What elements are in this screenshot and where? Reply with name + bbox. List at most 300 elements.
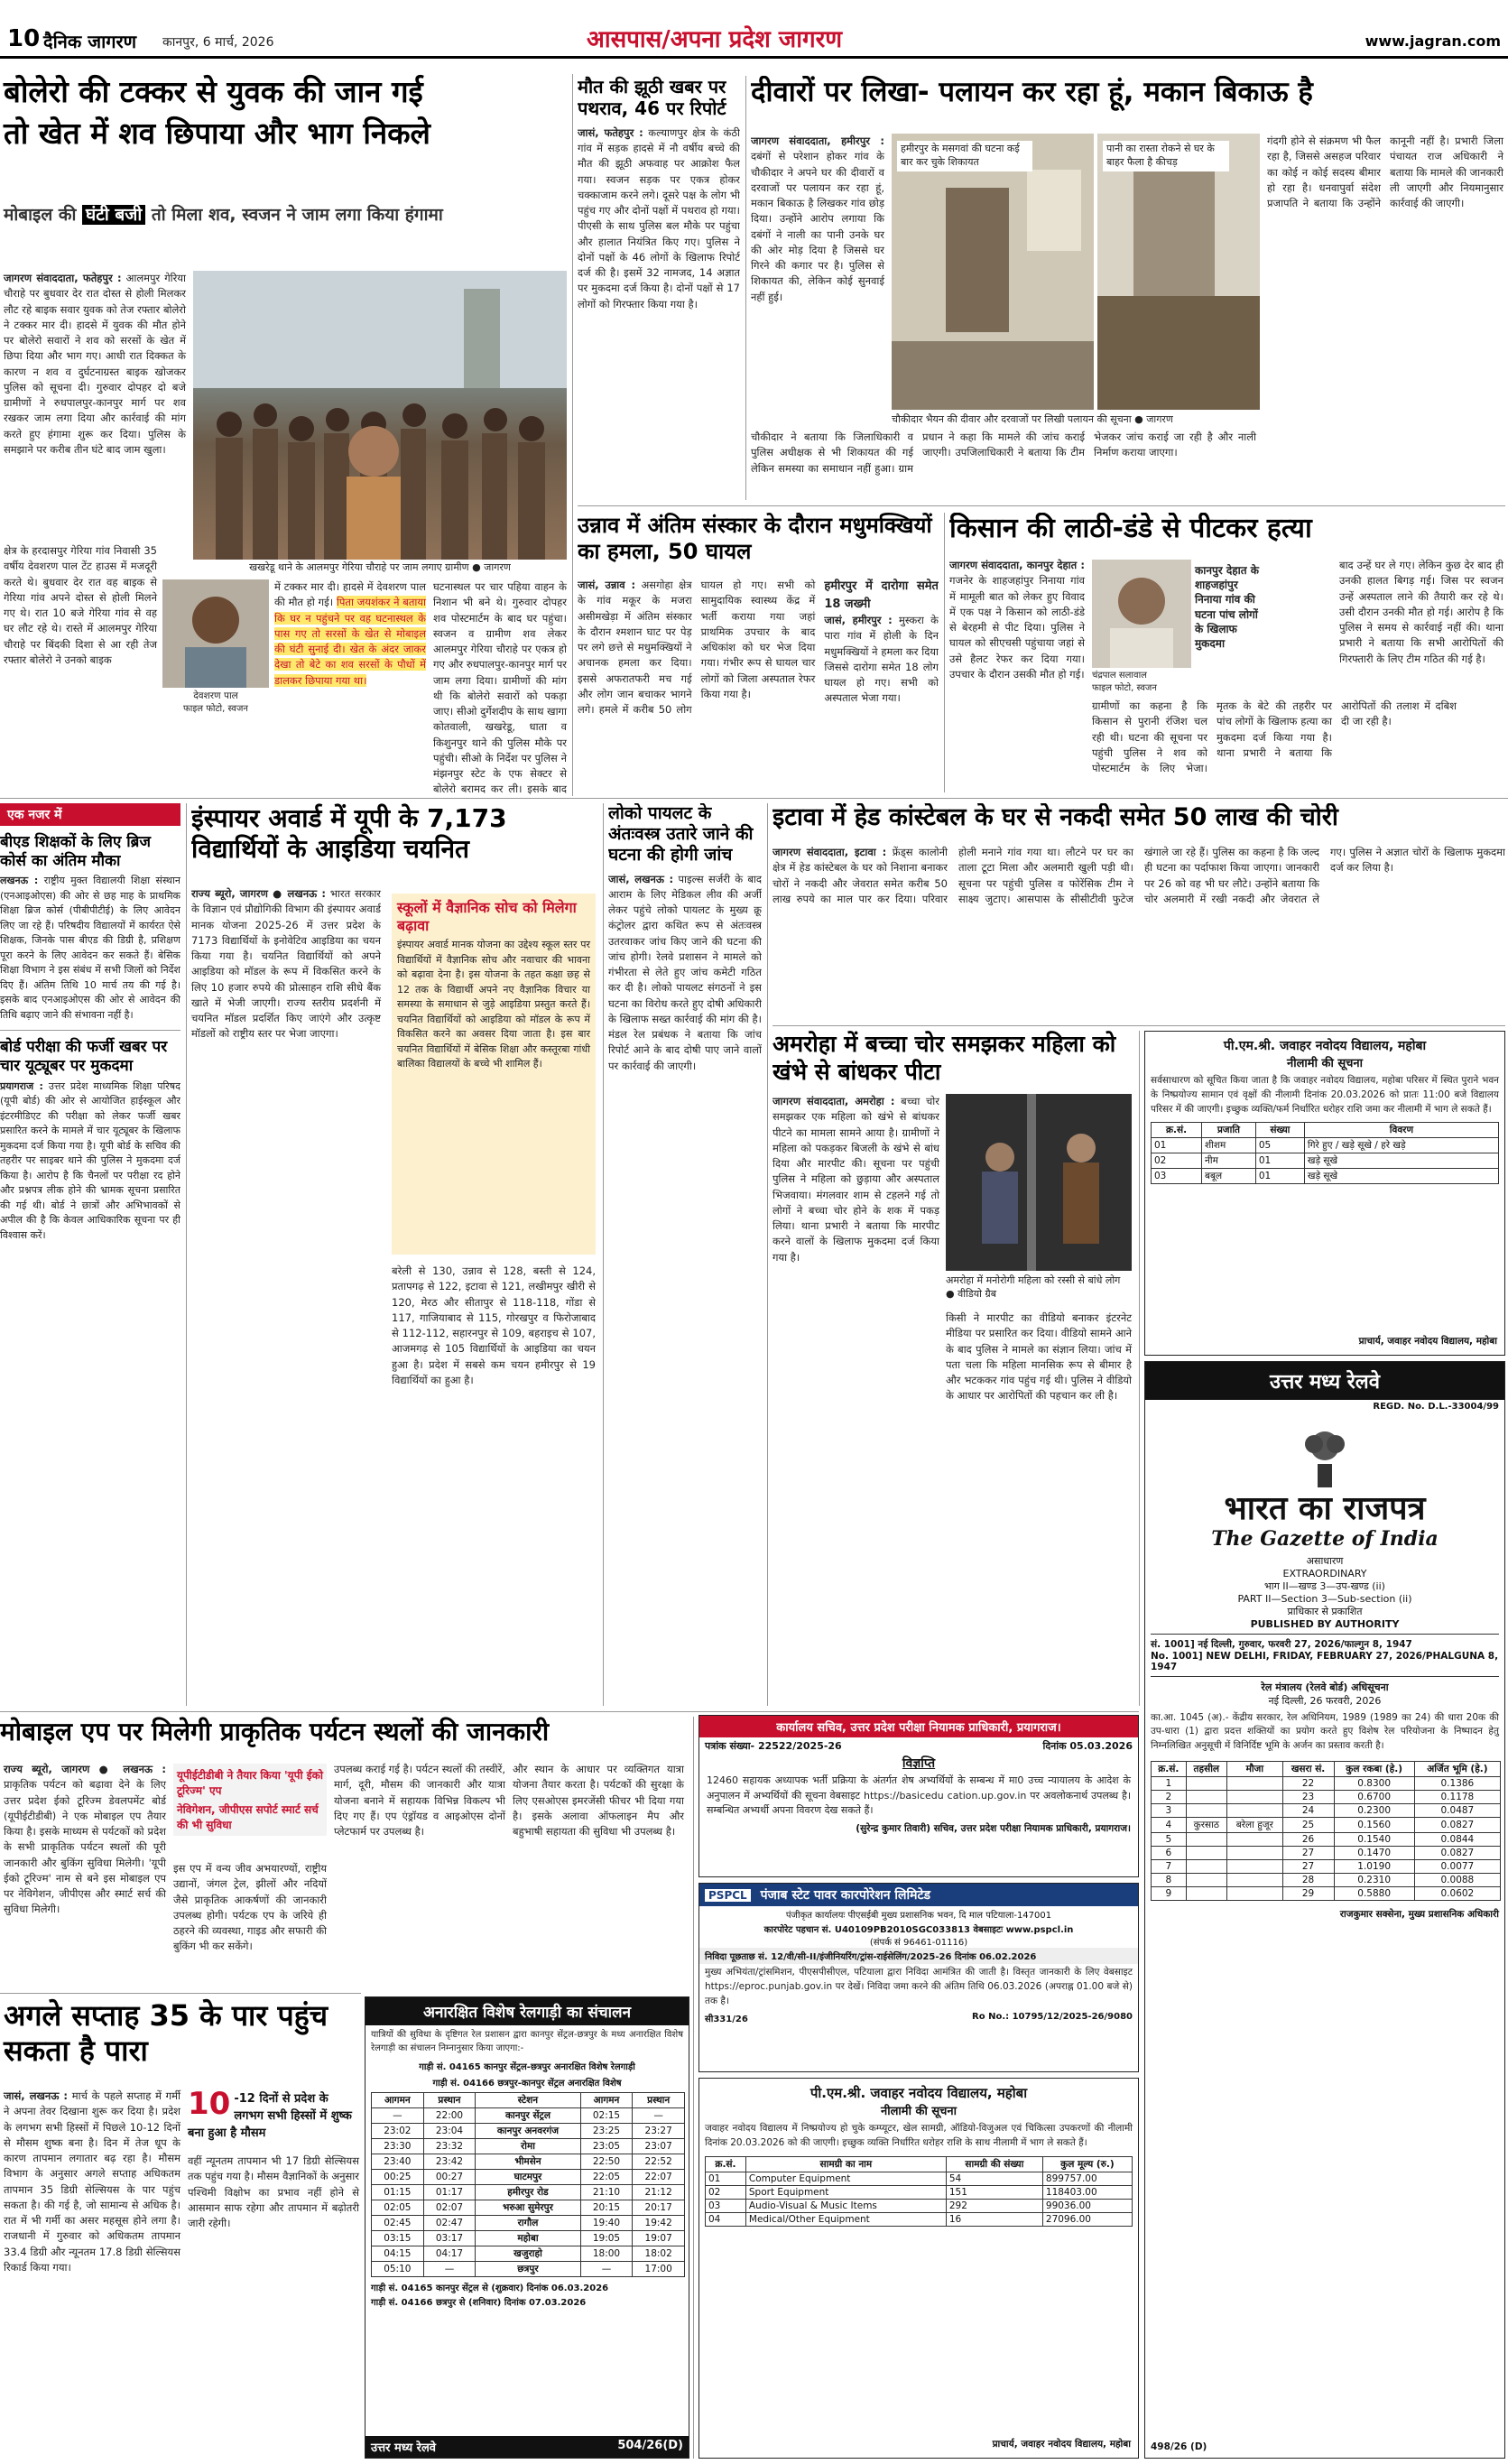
navodaya1-title: पी.एम.श्री. जवाहर नवोदय विद्यालय, महोबा bbox=[1223, 1039, 1427, 1053]
weather-body-2: वहीं न्यूनतम तापमान भी 17 डिग्री सेल्सियस तक पहुंच गया है। मौसम वैज्ञानिकों के अनुसार पश्चिमी विक्षोभ का प्रभाव नहीं होने से आसमान साफ रहेगा और तापमान में बढ़ोतरी जारी रहेगी। bbox=[188, 2154, 359, 2229]
migration-caption-1: हमीरपुर के मसगवां की घटना कई बार कर चुके शिकायत bbox=[897, 141, 1032, 171]
table-cell bbox=[1186, 1873, 1226, 1886]
bees-story bbox=[578, 513, 939, 792]
table-row bbox=[1152, 1846, 1501, 1859]
amroha-col-1 bbox=[773, 1094, 939, 1690]
page-number: 10 bbox=[7, 25, 41, 52]
gazette-issue: सं. 1001] नई दिल्ली, गुरुवार, फरवरी 27, 2026/फाल्गुन 8, 1947 bbox=[1151, 1638, 1412, 1650]
inspire-headline: इंस्पायर अवार्ड में यूपी के 7,173 विद्यार्थियों के आइडिया चयनित bbox=[191, 803, 507, 865]
etawah-dateline: जागरण संवाददाता, इटावा : bbox=[773, 846, 887, 858]
time-cell: — bbox=[423, 2262, 476, 2277]
table-row bbox=[1152, 1776, 1501, 1790]
migration-body-3: गंदगी होने से संक्रमण भी फैल रहा है, जिससे असहज परिवार का कोई न कोई सदस्य बीमार हो रहा है। धनवापुर्वा संदेश प्रजापति ने बताया कि उन्होंने कानूनी नहीं है। प्रभारी जिला पंचायत राज अधिकारी ने बताया कि मामले की जानकारी ली जाएगी और नियमानुसार कार्रवाई की जाएगी। bbox=[1267, 134, 1503, 209]
railway-note-2: गाड़ी सं. 04166 छत्रपुर से (शनिवार) दिनांक 07.03.2026 bbox=[371, 2298, 587, 2308]
table-cell: 27 bbox=[1282, 1846, 1334, 1859]
navodaya1-th: प्रजाति bbox=[1202, 1123, 1256, 1138]
table-row bbox=[706, 2199, 1133, 2212]
gazette-th: अर्जित भूमि (हे.) bbox=[1414, 1761, 1500, 1776]
emblem-icon bbox=[1298, 1419, 1352, 1491]
tourism-col-2 bbox=[173, 1861, 327, 1987]
time-cell: 22:00 bbox=[423, 2108, 476, 2124]
railway-subtitle: अनारक्षित विशेष रेलगाड़ी का संचालन bbox=[365, 1997, 689, 2025]
time-cell: 23:25 bbox=[580, 2124, 633, 2139]
railway-train-2: गाड़ी सं. 04166 छत्रपुर-कानपुर सेंट्रल अनारक्षित विशेष bbox=[432, 2079, 622, 2089]
amroha-col-2 bbox=[946, 1311, 1132, 1690]
gazette-authority-en: PUBLISHED BY AUTHORITY bbox=[1250, 1617, 1400, 1630]
time-cell: 02:05 bbox=[372, 2200, 424, 2216]
table-cell: 54 bbox=[946, 2172, 1042, 2185]
gazette-th: खसरा सं. bbox=[1282, 1761, 1334, 1776]
weather-story bbox=[0, 1998, 361, 2459]
tourism-body-2: इस एप में वन्य जीव अभयारण्यों, राष्ट्रीय उद्यानों, जंगल ट्रेल, झीलों और नदियों जैसे प्राकृतिक आकर्षणों की जानकारी उपलब्ध होगी। पर्यटक एप के जरिये ही ठहरने की व्यवस्था, गाइड और सफारी की बुकिंग भी कर सकेंगे। bbox=[173, 1862, 327, 1953]
sidebar-item1-headline: बीएड शिक्षकों के लिए ब्रिज कोर्स का अंतिम मौका bbox=[0, 833, 152, 870]
table-cell: 151 bbox=[946, 2185, 1042, 2199]
sidebar-item2-headline: बोर्ड परीक्षा की फर्जी खबर पर चार यूट्यूबर पर मुकदमा bbox=[0, 1038, 168, 1076]
exam-authority-ad bbox=[698, 1715, 1139, 1877]
table-cell bbox=[1186, 1886, 1226, 1900]
navodaya1-table bbox=[1151, 1122, 1499, 1184]
time-cell: 02:07 bbox=[423, 2200, 476, 2216]
time-cell: 20:17 bbox=[633, 2200, 685, 2216]
table-cell: 0.1178 bbox=[1414, 1790, 1500, 1803]
table-row bbox=[706, 2185, 1133, 2199]
table-cell: 01 bbox=[1152, 1138, 1202, 1153]
table-cell: 7 bbox=[1152, 1859, 1187, 1873]
exam-title: विज्ञप्ति bbox=[902, 1756, 936, 1771]
table-cell: 6 bbox=[1152, 1846, 1187, 1859]
table-cell: 16 bbox=[946, 2212, 1042, 2226]
exam-date: दिनांक 05.03.2026 bbox=[1042, 1740, 1133, 1752]
tourism-col-3 bbox=[334, 1762, 505, 1987]
time-cell: 05:10 bbox=[372, 2262, 424, 2277]
tourism-body-3: उपलब्ध कराई गई है। पर्यटन स्थलों की तस्वीरें, मार्ग, दूरी, मौसम की जानकारी और यात्रा योजना बनाने में सहायक विभिन्न विकल्प भी दिए गए हैं। एप एंड्रॉयड व आइओएस दोनों प्लेटफार्म पर उपलब्ध है। bbox=[334, 1763, 505, 1838]
table-cell: 0.1470 bbox=[1334, 1846, 1414, 1859]
time-cell: 03:17 bbox=[423, 2231, 476, 2246]
bees-text: असगोहा क्षेत्र के गांव मकूर के मजरा असीमखेड़ा में अंतिम संस्कार के दौरान श्मशान घाट पर पेड़ पर लगे छत्ते से मधुमक्खियों ने अचानक हमला कर दिया। इससे अफरातफरी मच गई और लोग जान बचाकर भागने लगे। हमले में करीब 50 लोग घायल हो गए। सभी को सामुदायिक स्वास्थ्य केंद्र में भर्ती कराया गया जहां प्राथमिक उपचार के बाद अधिकांश को घर भेज दिया गया। गंभीर रूप से घायल चार लोगों को जिला अस्पताल रेफर किया गया है। bbox=[578, 579, 816, 716]
tourism-story bbox=[0, 1717, 686, 1987]
time-cell: 23:40 bbox=[372, 2154, 424, 2170]
table-cell: 4 bbox=[1152, 1817, 1187, 1832]
table-cell: 26 bbox=[1282, 1832, 1334, 1846]
table-cell: 5 bbox=[1152, 1832, 1187, 1846]
etawah-cols bbox=[773, 845, 1505, 1016]
table-cell: 01 bbox=[706, 2172, 746, 2185]
table-cell: 01 bbox=[1255, 1153, 1304, 1169]
table-cell: 0.0827 bbox=[1414, 1846, 1500, 1859]
table-row bbox=[706, 2172, 1133, 2185]
lead-col-1 bbox=[4, 271, 186, 542]
tourism-body-1: प्राकृतिक पर्यटन को बढ़ावा देने के लिए उत्तर प्रदेश ईको टूरिज्म डेवलपमेंट बोर्ड (यूपीईटीडीबी) ने एक मोबाइल एप तैयार किया है। इसके माध्यम से पर्यटकों को प्रदेश के सभी प्राकृतिक पर्यटन स्थलों की पूरी जानकारी और बुकिंग सुविधा मिलेगी। 'यूपी ईको टूरिज्म' नाम से बने इस मोबाइल एप पर नेविगेशन, जीपीएस और स्मार्ट सर्च की सुविधा मिलेगी। bbox=[4, 1778, 166, 1916]
time-cell: — bbox=[372, 2108, 424, 2124]
pspcl-header bbox=[699, 1884, 1138, 1906]
time-cell: 01:17 bbox=[423, 2185, 476, 2200]
migration-body-2: चौकीदार ने बताया कि जिलाधिकारी व पुलिस अधीक्षक से भी शिकायत की गई लेकिन समस्या का समाधान नहीं हुआ। ग्राम प्रधान ने कहा कि मामले की जांच कराई जाएगी। उपजिलाधिकारी ने बताया कि टीम भेजकर जांच कराई जा रही है और नाली निर्माण कराया जाएगा। bbox=[751, 431, 1256, 475]
lead-body-3: में टक्कर मार दी। हादसे में देवशरण पाल की मौत हो गई। bbox=[274, 580, 426, 609]
inspire-story bbox=[191, 803, 597, 1706]
bees-dateline: जासं, उन्नाव : bbox=[578, 579, 636, 591]
lead-inset-photo bbox=[162, 579, 269, 688]
lead-highlight: पिता जयशंकर ने बताया कि घर न पहुंचने पर वह घटनास्थल के पास गए तो सरसों के खेत से मोबाइल की घंटी सुनाई दी। खेत के अंदर जाकर देखा तो बेटे का शव सरसों के पौधों में डालकर छिपाया गया था। bbox=[274, 596, 426, 687]
table-row bbox=[1152, 1832, 1501, 1846]
table-cell: 27 bbox=[1282, 1859, 1334, 1873]
video-grab-graphic bbox=[946, 1094, 1132, 1271]
table-row bbox=[1152, 1790, 1501, 1803]
table-cell: बबूल bbox=[1202, 1169, 1256, 1184]
farmer-inset-photo bbox=[1092, 560, 1191, 668]
section-title-text: आसपास/अपना प्रदेश bbox=[587, 26, 771, 53]
table-cell: 0.6700 bbox=[1334, 1790, 1414, 1803]
time-cell: 02:45 bbox=[372, 2216, 424, 2231]
lead-inset-name: देवशरण पाल bbox=[193, 690, 238, 701]
amroha-photo-caption: अमरोहा में मनोरोगी महिला को रस्सी से बांधे लोग ● वीडियो ग्रैब bbox=[946, 1274, 1121, 1300]
station-name: हमीरपुर रोड bbox=[476, 2185, 580, 2200]
farmer-portrait-graphic bbox=[1092, 560, 1191, 668]
farmer-body-2: ग्रामीणों का कहना है कि किसान से पुरानी रंजिश चल रही थी। घटना की सूचना पर पहुंची पुलिस ने शव को पोस्टमार्टम के लिए भेजा। मृतक के बेटे की तहरीर पर पांच लोगों के खिलाफ हत्या का मुकदमा दर्ज किया गया है। थाना प्रभारी ने बताया कि आरोपितों की तलाश में दबिश दी जा रही है। bbox=[1092, 699, 1457, 774]
tourism-bullets bbox=[173, 1764, 327, 1836]
sidebar-item1-body bbox=[0, 874, 180, 1023]
sidebar-item1-dateline: लखनऊ : bbox=[0, 875, 39, 887]
time-cell: 21:10 bbox=[580, 2185, 633, 2200]
table-cell bbox=[1227, 1846, 1283, 1859]
amroha-headline: अमरोहा में बच्चा चोर समझकर महिला को खंभे से बांधकर पीटा bbox=[773, 1031, 1116, 1085]
station-name: महोबा bbox=[476, 2231, 580, 2246]
station-name: भरुआ सुमेरपुर bbox=[476, 2200, 580, 2216]
sidebar-item1-text: राष्ट्रीय मुक्त विद्यालयी शिक्षा संस्थान (एनआइओएस) की ओर से छह माह के प्राथमिक शिक्षा ब्रिज कोर्स (पीबीपीटीई) के लिए आवेदन लिए जा रहे हैं। परिषदीय विद्यालयों में कार्यरत ऐसे शिक्षक, जिनके पास बीएड की डिग्री है, प्रशिक्षण पूरा करने के लिए आवेदन कर सकते हैं। बेसिक शिक्षा विभाग ने इस संबंध में सभी जिलों को निर्देश दिए हैं। अंतिम तिथि 10 मार्च तय की गई है। इसके बाद एनआइओएस की ओर से आवेदन की तिथि बढ़ाए जाने की संभावना नहीं है। bbox=[0, 875, 180, 1021]
exam-body: 12460 सहायक अध्यापक भर्ती प्रक्रिया के अंतर्गत शेष अभ्यर्थियों के सम्बन्ध में मा0 उच्च न्यायालय के आदेश के अनुपालन में अभ्यर्थियों की सूचना वेबसाइट https://basicedu cation.up.gov.in पर अवलोकनार्थ उपलब्ध है। सम्बन्धित अभ्यर्थी अपना विवरण देख सकते हैं। bbox=[707, 1774, 1131, 1816]
navodaya1-th: संख्या bbox=[1255, 1123, 1304, 1138]
table-cell: 0.0487 bbox=[1414, 1803, 1500, 1817]
navodaya-auction-ad-2 bbox=[698, 2078, 1139, 2459]
timetable-row bbox=[372, 2200, 685, 2216]
amroha-body-3: मंगलवार शाम से टहलने गई तो लोगों ने बच्चा चोर होने के शक में पकड़ लिया। थाना प्रभारी ने बताया कि मारपीट करने वालों के खिलाफ मुकदमा दर्ज किया गया है। bbox=[773, 1188, 940, 1264]
pspcl-logo-icon: PSPCL bbox=[705, 1889, 751, 1902]
railway-note-1: गाड़ी सं. 04165 कानपुर सेंट्रल से (शुक्रवार) दिनांक 06.03.2026 bbox=[371, 2283, 609, 2293]
navodaya1-sign: प्राचार्य, जवाहर नवोदय विद्यालय, महोबा bbox=[1358, 1336, 1497, 1347]
farmer-story bbox=[949, 513, 1505, 792]
navodaya2-subtitle: नीलामी की सूचना bbox=[881, 2105, 957, 2118]
pspcl-tel: (संपर्क सं 96461-01116) bbox=[869, 1938, 968, 1948]
weather-col-1 bbox=[4, 2089, 180, 2450]
time-cell: 22:05 bbox=[580, 2170, 633, 2185]
amroha-body-2: किसी ने मारपीट का वीडियो बनाकर इंटरनेट मीडिया पर प्रसारित कर दिया। वीडियो सामने आने के बाद पुलिस ने मामले का संज्ञान लिया। जांच में पता चला कि महिला मानसिक रूप से बीमार है और भटककर गांव पहुंच गई थी। पुलिस ने वीडियो के आधार पर आरोपितों की पहचान कर ली है। bbox=[946, 1311, 1132, 1403]
timetable-row bbox=[372, 2108, 685, 2124]
table-cell bbox=[1186, 1846, 1226, 1859]
table-cell: कुरसाठ bbox=[1186, 1817, 1226, 1832]
lead-col-1b bbox=[4, 543, 157, 796]
railway-timetable bbox=[371, 2092, 685, 2277]
timetable-row bbox=[372, 2185, 685, 2200]
timetable-row bbox=[372, 2170, 685, 2185]
loco-headline: लोको पायलट के अंतःवस्त्र उतारे जाने की घटना की होगी जांच bbox=[608, 803, 754, 866]
table-cell: 0.0088 bbox=[1414, 1873, 1500, 1886]
table-cell: खड़े सूखे bbox=[1304, 1169, 1498, 1184]
table-cell bbox=[1227, 1790, 1283, 1803]
table-cell: 25 bbox=[1282, 1817, 1334, 1832]
lead-sub-highlight: घंटी बजी bbox=[82, 205, 145, 225]
time-cell: 02:47 bbox=[423, 2216, 476, 2231]
death-body bbox=[578, 125, 740, 486]
tourism-dateline: राज्य ब्यूरो, जागरण ● लखनऊ : bbox=[4, 1763, 166, 1775]
station-name: घाटमपुर bbox=[476, 2170, 580, 2185]
navodaya2-sign: प्राचार्य, जवाहर नवोदय विद्यालय, महोबा bbox=[992, 2439, 1131, 2450]
gazette-body: का.आ. 1045 (अ).- केंद्रीय सरकार, रेल अधिनियम, 1989 (1989 का 24) की धारा 20क की उप-धारा (1) द्वारा प्रदत्त शक्तियों का प्रयोग करते हुए विशेष रेल परियोजना के निष्पादन हेतु निम्नलिखित अनुसूची में विनिर्दिष्ट भूमि के अर्जन का प्रस्ताव करती है। bbox=[1151, 1711, 1499, 1752]
exam-ref: पत्रांक संख्या- 22522/2025-26 bbox=[705, 1740, 842, 1752]
amroha-photo bbox=[946, 1094, 1132, 1271]
migration-photo-2 bbox=[1097, 134, 1260, 410]
time-cell: 23:42 bbox=[423, 2154, 476, 2170]
loco-dateline: जासं, लखनऊ : bbox=[608, 872, 674, 885]
gazette-sign: राजकुमार सक्सेना, मुख्य प्रशासनिक अधिकारी bbox=[1339, 1908, 1499, 1920]
time-cell: 19:40 bbox=[580, 2216, 633, 2231]
station-name: कानपुर अनवरगंज bbox=[476, 2124, 580, 2139]
inspire-box-title: स्कूलों में वैज्ञानिक सोच को मिलेगा बढ़ावा bbox=[397, 899, 577, 934]
table-cell: 8 bbox=[1152, 1873, 1187, 1886]
table-cell: Audio-Visual & Music Items bbox=[745, 2199, 946, 2212]
navodaya1-body: सर्वसाधारण को सूचित किया जाता है कि जवाहर नवोदय विद्यालय, महोबा परिसर में स्थित पुराने भवन के निष्प्रयोज्य सामान एवं वृक्षों की नीलामी दिनांक 20.03.2026 को प्रातः 11:00 बजे विद्यालय परिसर में की जाएगी। इच्छुक व्यक्ति/फर्म निर्धारित धरोहर राशि जमा कर नीलामी में भाग ले सकते हैं। bbox=[1151, 1075, 1499, 1115]
navodaya2-th: सामग्री का नाम bbox=[745, 2156, 946, 2172]
time-cell: 18:00 bbox=[580, 2246, 633, 2262]
table-cell: Sport Equipment bbox=[745, 2185, 946, 2199]
gazette-th: मौजा bbox=[1227, 1761, 1283, 1776]
table-cell: बरेला हुजूर bbox=[1227, 1817, 1283, 1832]
table-cell: 118403.00 bbox=[1042, 2185, 1132, 2199]
railway-footer bbox=[365, 2436, 689, 2458]
railway-footer-title: उत्तर मध्य रेलवे bbox=[371, 2441, 437, 2455]
section-brand: जागरण bbox=[778, 26, 843, 53]
time-cell: 19:42 bbox=[633, 2216, 685, 2231]
weather-col-2 bbox=[188, 2154, 359, 2451]
gazette-authority-hi: प्राधिकार से प्रकाशित bbox=[1287, 1605, 1363, 1617]
table-cell: 0.1386 bbox=[1414, 1776, 1500, 1790]
death-rumor-story bbox=[578, 76, 740, 500]
wall-photo-graphic bbox=[892, 134, 1094, 410]
table-cell: 03 bbox=[1152, 1169, 1202, 1184]
table-cell: 0.5880 bbox=[1334, 1886, 1414, 1900]
station-name: भीमसेन bbox=[476, 2154, 580, 2170]
bees-sub-dateline: जासं, हमीरपुर : bbox=[824, 614, 893, 626]
time-cell: 17:00 bbox=[633, 2262, 685, 2277]
farmer-inset-credit: फाइल फोटो, स्वजन bbox=[1092, 683, 1157, 693]
navodaya2-table bbox=[705, 2156, 1133, 2227]
station-name: रागौल bbox=[476, 2216, 580, 2231]
weather-body-3: की गई है, जो सामान्य से अधिक है। रात में भी गर्मी का असर महसूस होने लगा है। राजधानी में गुरुवार को अधिकतम तापमान 33.4 डिग्री और न्यूनतम 17.8 डिग्री सेल्सियस रिकार्ड किया गया। bbox=[4, 2198, 181, 2274]
railway-special-train-ad bbox=[365, 1996, 689, 2459]
lead-sub-2: तो मिला शव, स्वजन ने जाम लगा किया हंगामा bbox=[151, 205, 443, 225]
bees-sub-text: मुस्करा के पारा गांव में होली के दिन मधुमक्खियों ने हमला कर दिया जिससे दारोगा समेत 18 लोग घायल हो गए। सभी को अस्पताल भेजा गया। bbox=[824, 614, 939, 705]
bees-sub-headline: हमीरपुर में दारोगा समेत 18 जख्मी bbox=[824, 579, 939, 611]
table-cell: 0.0844 bbox=[1414, 1832, 1500, 1846]
table-cell: 28 bbox=[1282, 1873, 1334, 1886]
table-cell: 2 bbox=[1152, 1790, 1187, 1803]
farmer-body-3: बाद उन्हें घर ले गए। लेकिन कुछ देर बाद ही उनकी हालत बिगड़ गई। जिस पर स्वजन उन्हें अस्पताल लाने की तैयारी कर रहे थे। उसी दौरान उनकी मौत हो गई। आरोप है कि पुलिस ने समय से कार्रवाई नहीं की। थाना प्रभारी ने बताया कि सभी आरोपितों की गिरफ्तारी के लिए टीम गठित की गई है। bbox=[1339, 559, 1503, 665]
farmer-dateline: जागरण संवाददाता, कानपुर देहात : bbox=[949, 559, 1085, 571]
table-cell: 1 bbox=[1152, 1776, 1187, 1790]
lead-body-2: क्षेत्र के हरदासपुर गेरिया गांव निवासी 35 वर्षीय देवशरण पाल टेंट हाउस में मजदूरी करते थे। बुधवार देर रात वह बाइक से गेरिया गांव अपने दोस्त से होली मिलने गए थे। रात 10 बजे गेरिया गांव से वह घर लौट रहे थे। रास्ते में आलमपुर गेरिया चौराहे पर बिंदकी दिशा से आ रही तेज रफ्तार बोलेरो ने उनको बाइक bbox=[4, 544, 157, 666]
time-cell: 00:27 bbox=[423, 2170, 476, 2185]
gazette-top-bar: उत्तर मध्य रेलवे bbox=[1145, 1362, 1504, 1400]
death-dateline: जासं, फतेहपुर : bbox=[578, 125, 643, 139]
table-cell: 0.8300 bbox=[1334, 1776, 1414, 1790]
timetable-row bbox=[372, 2154, 685, 2170]
table-cell: शीशम bbox=[1202, 1138, 1256, 1153]
migration-col-bottom bbox=[751, 401, 1256, 495]
weather-body-1: मार्च के पहले सप्ताह में गर्मी ने अपना तेवर दिखाना शुरू कर दिया है। प्रदेश के लगभग सभी हिस्सों में पिछले 10-12 दिनों से मौसम शुष्क बना है। दिन में तेज धूप के कारण तापमान लगातार बढ़ रहा है। मौसम विभाग के अनुसार अगले सप्ताह अधिकतम तापमान 35 डिग्री सेल्सियस के पार पहुंच सकता है। bbox=[4, 2089, 181, 2211]
tourism-col-4 bbox=[513, 1762, 684, 1987]
tourism-bullet-1: यूपीईटीडीबी ने तैयार किया 'यूपी ईको टूरिज्म' एप bbox=[177, 1769, 323, 1797]
etawah-body-1: फ्रेंड्स कालोनी क्षेत्र में हेड कांस्टेबल के घर को निशाना बनाकर चोरों ने नकदी और जेवरात समेत करीब 50 लाख रुपये का माल पार कर दिया। परिवार होली मनाने गांव गया था। लौटने पर घर का ताला टूटा मिला और अलमारी खुली पड़ी थी। bbox=[773, 846, 1133, 905]
loco-text: पाइल्स सर्जरी के बाद आराम के लिए मेडिकल लीव की अर्जी लेकर पहुंचे लोको पायलट के मुख्य क्रू कंट्रोलर द्वारा कथित रूप से अंतःवस्त्र उतरवाकर जांच किए जाने की घटना की जांच होगी। रेलवे प्रशासन ने मामले को गंभीरता से लेते हुए जांच कमेटी गठित कर दी है। लोको पायलट संगठनों ने इस घटना का विरोध करते हुए दोषी अधिकारी के खिलाफ सख्त कार्रवाई की मांग की है। मंडल रेल प्रबंधक ने बताया कि जांच रिपोर्ट आने के बाद दोषी पाए जाने वालों पर कार्रवाई की जाएगी। bbox=[608, 872, 762, 1072]
navodaya2-th: क्र.सं. bbox=[706, 2156, 746, 2172]
weather-dateline: जासं, लखनऊ : bbox=[4, 2089, 69, 2102]
table-cell: 01 bbox=[1255, 1169, 1304, 1184]
lead-headline-1: बोलेरो की टक्कर से युवक की जान गई bbox=[4, 74, 423, 109]
timetable-row bbox=[372, 2124, 685, 2139]
time-cell: 22:52 bbox=[633, 2154, 685, 2170]
pspcl-ref-1: सी331/26 bbox=[705, 2015, 748, 2025]
gazette-table bbox=[1151, 1761, 1501, 1901]
gazette-extra-hi: असाधारण bbox=[1306, 1554, 1344, 1567]
table-cell: खड़े सूखे bbox=[1304, 1153, 1498, 1169]
table-cell: गिरे हुए / खड़े सूखे / हरे खड़े bbox=[1304, 1138, 1498, 1153]
migration-body-1: दबंगों से परेशान होकर गांव के चौकीदार ने अपने घर की दीवारों व दरवाजों पर पलायन कर रहा हूं, मकान बिकाऊ है लिखकर गांव छोड़ दिया। उन्होंने आरोप लगाया कि दबंगों ने नाली का पानी उनके घर की ओर मोड़ दिया है जिससे घर गिरने की कगार पर है। पुलिस से शिकायत की, लेकिन कोई सुनवाई नहीं हुई। bbox=[751, 150, 884, 303]
table-cell bbox=[1227, 1803, 1283, 1817]
time-cell: 23:27 bbox=[633, 2124, 685, 2139]
table-cell: 99036.00 bbox=[1042, 2199, 1132, 2212]
table-cell bbox=[1227, 1832, 1283, 1846]
table-cell: 3 bbox=[1152, 1803, 1187, 1817]
pspcl-ref-2: Ro No.: 10795/12/2025-26/9080 bbox=[972, 2012, 1133, 2023]
tourism-body-4: और स्थान के आधार पर व्यक्तिगत यात्रा योजना तैयार करता है। पर्यटकों की सुरक्षा के लिए एसओएस इमरजेंसी फीचर भी दिया गया है। इसके अलावा ऑफलाइन मैप और बहुभाषी सहायता की सुविधा भी उपलब्ध है। bbox=[513, 1763, 684, 1838]
inspire-box-body: इंस्पायर अवार्ड मानक योजना का उद्देश्य स्कूल स्तर पर विद्यार्थियों में वैज्ञानिक सोच और नवाचार की भावना को बढ़ावा देना है। इस योजना के तहत कक्षा छह से 12 तक के विद्यार्थी अपने नए वैज्ञानिक विचार या समस्या के समाधान से जुड़े आइडिया प्रस्तुत करते हैं। चयनित विद्यार्थियों को आइडिया को मॉडल के रूप में विकसित करने का अवसर दिया जाता है। इस बार चयनित विद्यार्थियों में बेसिक शिक्षा और कस्तूरबा गांधी बालिका विद्यालयों के बच्चे भी शामिल हैं। bbox=[397, 939, 590, 1070]
etawah-headline: इटावा में हेड कांस्टेबल के घर से नकदी समेत 50 लाख की चोरी bbox=[773, 803, 1338, 831]
timetable-row bbox=[372, 2262, 685, 2277]
table-cell: 05 bbox=[1255, 1138, 1304, 1153]
exam-office: कार्यालय सचिव, उत्तर प्रदेश परीक्षा नियामक प्राधिकारी, प्रयागराज। bbox=[699, 1716, 1138, 1737]
navodaya1-th: विवरण bbox=[1304, 1123, 1498, 1138]
sidebar-item2-body bbox=[0, 1079, 180, 1244]
section-title bbox=[587, 22, 842, 54]
time-cell: — bbox=[633, 2108, 685, 2124]
railway-intro: यात्रियों की सुविधा के दृष्टिगत रेल प्रशासन द्वारा कानपुर सेंट्रल-छत्रपुर के मध्य अनारक्षित विशेष रेलगाड़ी का संचालन निम्नानुसार किया जाएगा:- bbox=[371, 2030, 683, 2053]
lead-sub-1: मोबाइल की bbox=[4, 205, 77, 225]
time-cell: — bbox=[580, 2262, 633, 2277]
time-cell: 19:07 bbox=[633, 2231, 685, 2246]
pspcl-tender: निविदा पूछताछ सं. 12/वी/सी-II/इंजीनियरिंग/ट्रांस-राईसेलिंग/2025-26 दिनांक 06.02.2026 bbox=[699, 1948, 1138, 1964]
table-cell: 22 bbox=[1282, 1776, 1334, 1790]
table-cell: 02 bbox=[706, 2185, 746, 2199]
tourism-col-1 bbox=[4, 1762, 166, 1987]
table-row bbox=[706, 2212, 1133, 2226]
tourism-bullet-2: नेविगेशन, जीपीएस सपोर्ट स्मार्ट सर्च की भी सुविधा bbox=[177, 1803, 319, 1831]
table-cell: Computer Equipment bbox=[745, 2172, 946, 2185]
table-cell bbox=[1227, 1776, 1283, 1790]
time-cell: 00:25 bbox=[372, 2170, 424, 2185]
time-cell: 22:50 bbox=[580, 2154, 633, 2170]
lead-col-3 bbox=[274, 579, 426, 796]
pspcl-addr: पंजीकृत कार्यालयः पीएसईबी मुख्य प्रशासनिक भवन, दि माल पटियाला-147001 bbox=[785, 1911, 1052, 1921]
table-row bbox=[1152, 1859, 1501, 1873]
table-row bbox=[1152, 1873, 1501, 1886]
time-cell: 01:15 bbox=[372, 2185, 424, 2200]
gazette-title-en: The Gazette of India bbox=[1211, 1526, 1439, 1551]
weather-headline: अगले सप्ताह 35 के पार पहुंच सकता है पारा bbox=[4, 1998, 328, 2069]
table-cell bbox=[1227, 1886, 1283, 1900]
gazette-part-en: PART II—Section 3—Sub-section (ii) bbox=[1237, 1592, 1412, 1605]
bees-body bbox=[578, 578, 939, 792]
table-row bbox=[1152, 1886, 1501, 1900]
time-cell: 23:30 bbox=[372, 2139, 424, 2154]
lead-body-4: घटनास्थल पर चार पहिया वाहन के निशान भी बने थे। गुरुवार दोपहर शव पोस्टमार्टम के बाद घर पहुंचा। स्वजन व ग्रामीण शव लेकर आलमपुर गेरिया चौराहे पर एकत्र हो गए और रुधपालपुर-कानपुर मार्ग पर जाम लगा दिया। ग्रामीणों की मांग थी कि बोलेरो सवारों को पकड़ा जाए। सीओ दुर्गेशदीप के साथ खागा कोतवाली, खखरेडू, धाता व किशुनपुर थाने की पुलिस मौके पर पहुंची। सीओ के निर्देश पर पुलिस ने मंझनपुर स्टेट के एफ सेक्टर से बोलेरो बरामद कर ली। इसके बाद bbox=[433, 580, 567, 796]
crowd-photo-graphic bbox=[193, 271, 567, 560]
masthead bbox=[0, 0, 1508, 63]
inspire-col-1 bbox=[191, 886, 381, 1699]
table-cell: 0.2310 bbox=[1334, 1873, 1414, 1886]
inspire-box bbox=[392, 894, 596, 1255]
table-row bbox=[1152, 1803, 1501, 1817]
website-link[interactable]: www.jagran.com bbox=[1365, 32, 1501, 50]
navodaya2-th: कुल मूल्य (रु.) bbox=[1042, 2156, 1132, 2172]
inspire-body-1: भारत सरकार के विज्ञान एवं प्रौद्योगिकी विभाग की इंस्पायर अवार्ड मानक योजना 2025-26 में उत्तर प्रदेश के 7173 विद्यार्थियों के इनोवेटिव आइडिया का चयन किया गया है। चयनित विद्यार्थियों को अपने आइडिया को मॉडल के रूप में विकसित करने के लिए 10 हजार रुपये की प्रोत्साहन राशि सीधे बैंक खाते में भेजी जाएगी। राज्य स्तरीय प्रदर्शनी में चयनित मॉडल प्रदर्शित किए जाएंगे और उत्कृष्ट मॉडलों को राष्ट्रीय स्तर पर भेजा जाएगा। bbox=[191, 887, 381, 1041]
navodaya2-title: पी.एम.श्री. जवाहर नवोदय विद्यालय, महोबा bbox=[810, 2085, 1028, 2101]
gazette-reg: REGD. No. D.L.-33004/99 bbox=[1373, 1402, 1499, 1412]
time-cell: 20:15 bbox=[580, 2200, 633, 2216]
etawah-body-2: सूचना पर पहुंची पुलिस व फोरेंसिक टीम ने साक्ष्य जुटाए। आसपास के सीसीटीवी फुटेज खंगाले जा रहे हैं। पुलिस का कहना है कि जल्द ही घटना का पर्दाफाश किया जाएगा। bbox=[958, 846, 1319, 905]
navodaya-auction-ad-1 bbox=[1144, 1031, 1505, 1356]
edition-date: कानपुर, 6 मार्च, 2026 bbox=[162, 35, 274, 50]
weather-bullet-text: -12 दिनों से प्रदेश के लगभग सभी हिस्सों में शुष्क बना हुआ है मौसम bbox=[188, 2092, 352, 2140]
loco-story bbox=[608, 803, 762, 1706]
bees-headline: उन्नाव में अंतिम संस्कार के दौरान मधुमक्खियों का हमला, 50 घायल bbox=[578, 513, 932, 565]
pspcl-tender-ad bbox=[698, 1883, 1139, 2072]
railway-footer-id: 504/26(D) bbox=[617, 2439, 683, 2452]
table-cell: 0.1540 bbox=[1334, 1832, 1414, 1846]
time-cell: 04:17 bbox=[423, 2246, 476, 2262]
migration-col-1 bbox=[751, 134, 884, 395]
pspcl-body: मुख्य अभियंता/ट्रांसमिशन, पीएसपीसीएल, पटियाला द्वारा निविदा आमंत्रित की जाती है। विस्तृत जानकारी के लिए वेबसाइट https://eproc.punjab.gov.in पर देखें। निविदा जमा करने की अंतिम तिथि 06.03.2026 (अपराह्न 01.00 बजे से) तक है। bbox=[705, 1967, 1133, 2006]
farmer-inset-caption: कानपुर देहात के शाहजहांपुर निनाया गांव की घटना पांच लोगों के खिलाफ मुकदमा bbox=[1195, 564, 1259, 650]
gazette-th: तहसील bbox=[1186, 1761, 1226, 1776]
railway-train-1: गाड़ी सं. 04165 कानपुर सेंट्रल-छत्रपुर अनारक्षित विशेष रेलगाड़ी bbox=[419, 2062, 635, 2072]
navodaya2-th: सामग्री की संख्या bbox=[946, 2156, 1042, 2172]
gazette-part: भाग II—खण्ड 3—उप-खण्ड (ii) bbox=[1264, 1579, 1385, 1592]
station-name: छत्रपुर bbox=[476, 2262, 580, 2277]
migration-dateline: जागरण संवाददाता, हमीरपुर : bbox=[751, 134, 884, 147]
table-cell: 27096.00 bbox=[1042, 2212, 1132, 2226]
railway-th: प्रस्थान bbox=[423, 2093, 476, 2108]
lead-headline-2: तो खेत में शव छिपाया और भाग निकले bbox=[4, 116, 430, 151]
weather-bullet bbox=[188, 2086, 359, 2140]
weather-bullet-num: 10 bbox=[188, 2086, 231, 2122]
timetable-row bbox=[372, 2246, 685, 2262]
lead-inset-credit: फाइल फोटो, स्वजन bbox=[183, 704, 248, 714]
gazette-footer-id: 498/26 (D) bbox=[1151, 2441, 1207, 2452]
table-cell bbox=[1186, 1790, 1226, 1803]
navodaya1-th: क्र.सं. bbox=[1152, 1123, 1202, 1138]
etawah-body-3: जानकारी पर 26 को वह भी घर लौटे। उन्होंने बताया कि चोर अलमारी में रखी नकदी और जेवरात ले गए। पुलिस ने अज्ञात चोरों के खिलाफ मुकदमा दर्ज कर लिया है। bbox=[1144, 846, 1505, 905]
migration-headline: दीवारों पर लिखा- पलायन कर रहा हूं, मकान बिकाऊ है bbox=[751, 76, 1313, 108]
etawah-story bbox=[773, 803, 1505, 1020]
table-cell: नीम bbox=[1202, 1153, 1256, 1169]
table-cell: 1.0190 bbox=[1334, 1859, 1414, 1873]
table-cell: 0.1560 bbox=[1334, 1817, 1414, 1832]
gazette-th: कुल रकबा (हे.) bbox=[1334, 1761, 1414, 1776]
time-cell: 23:05 bbox=[580, 2139, 633, 2154]
amroha-body-1: बच्चा चोर समझकर एक महिला को खंभे से बांधकर पीटने का मामला सामने आया है। ग्रामीणों ने महिला को पकड़कर बिजली के खंभे से बांध दिया और मारपीट की। सूचना पर पहुंची पुलिस ने महिला को छुड़ाया और अस्पताल भिजवाया। bbox=[773, 1095, 939, 1201]
migration-story bbox=[751, 76, 1505, 500]
table-cell bbox=[1227, 1873, 1283, 1886]
table-cell bbox=[1186, 1803, 1226, 1817]
gazette-date-line: नई दिल्ली, 26 फरवरी, 2026 bbox=[1268, 1694, 1382, 1707]
